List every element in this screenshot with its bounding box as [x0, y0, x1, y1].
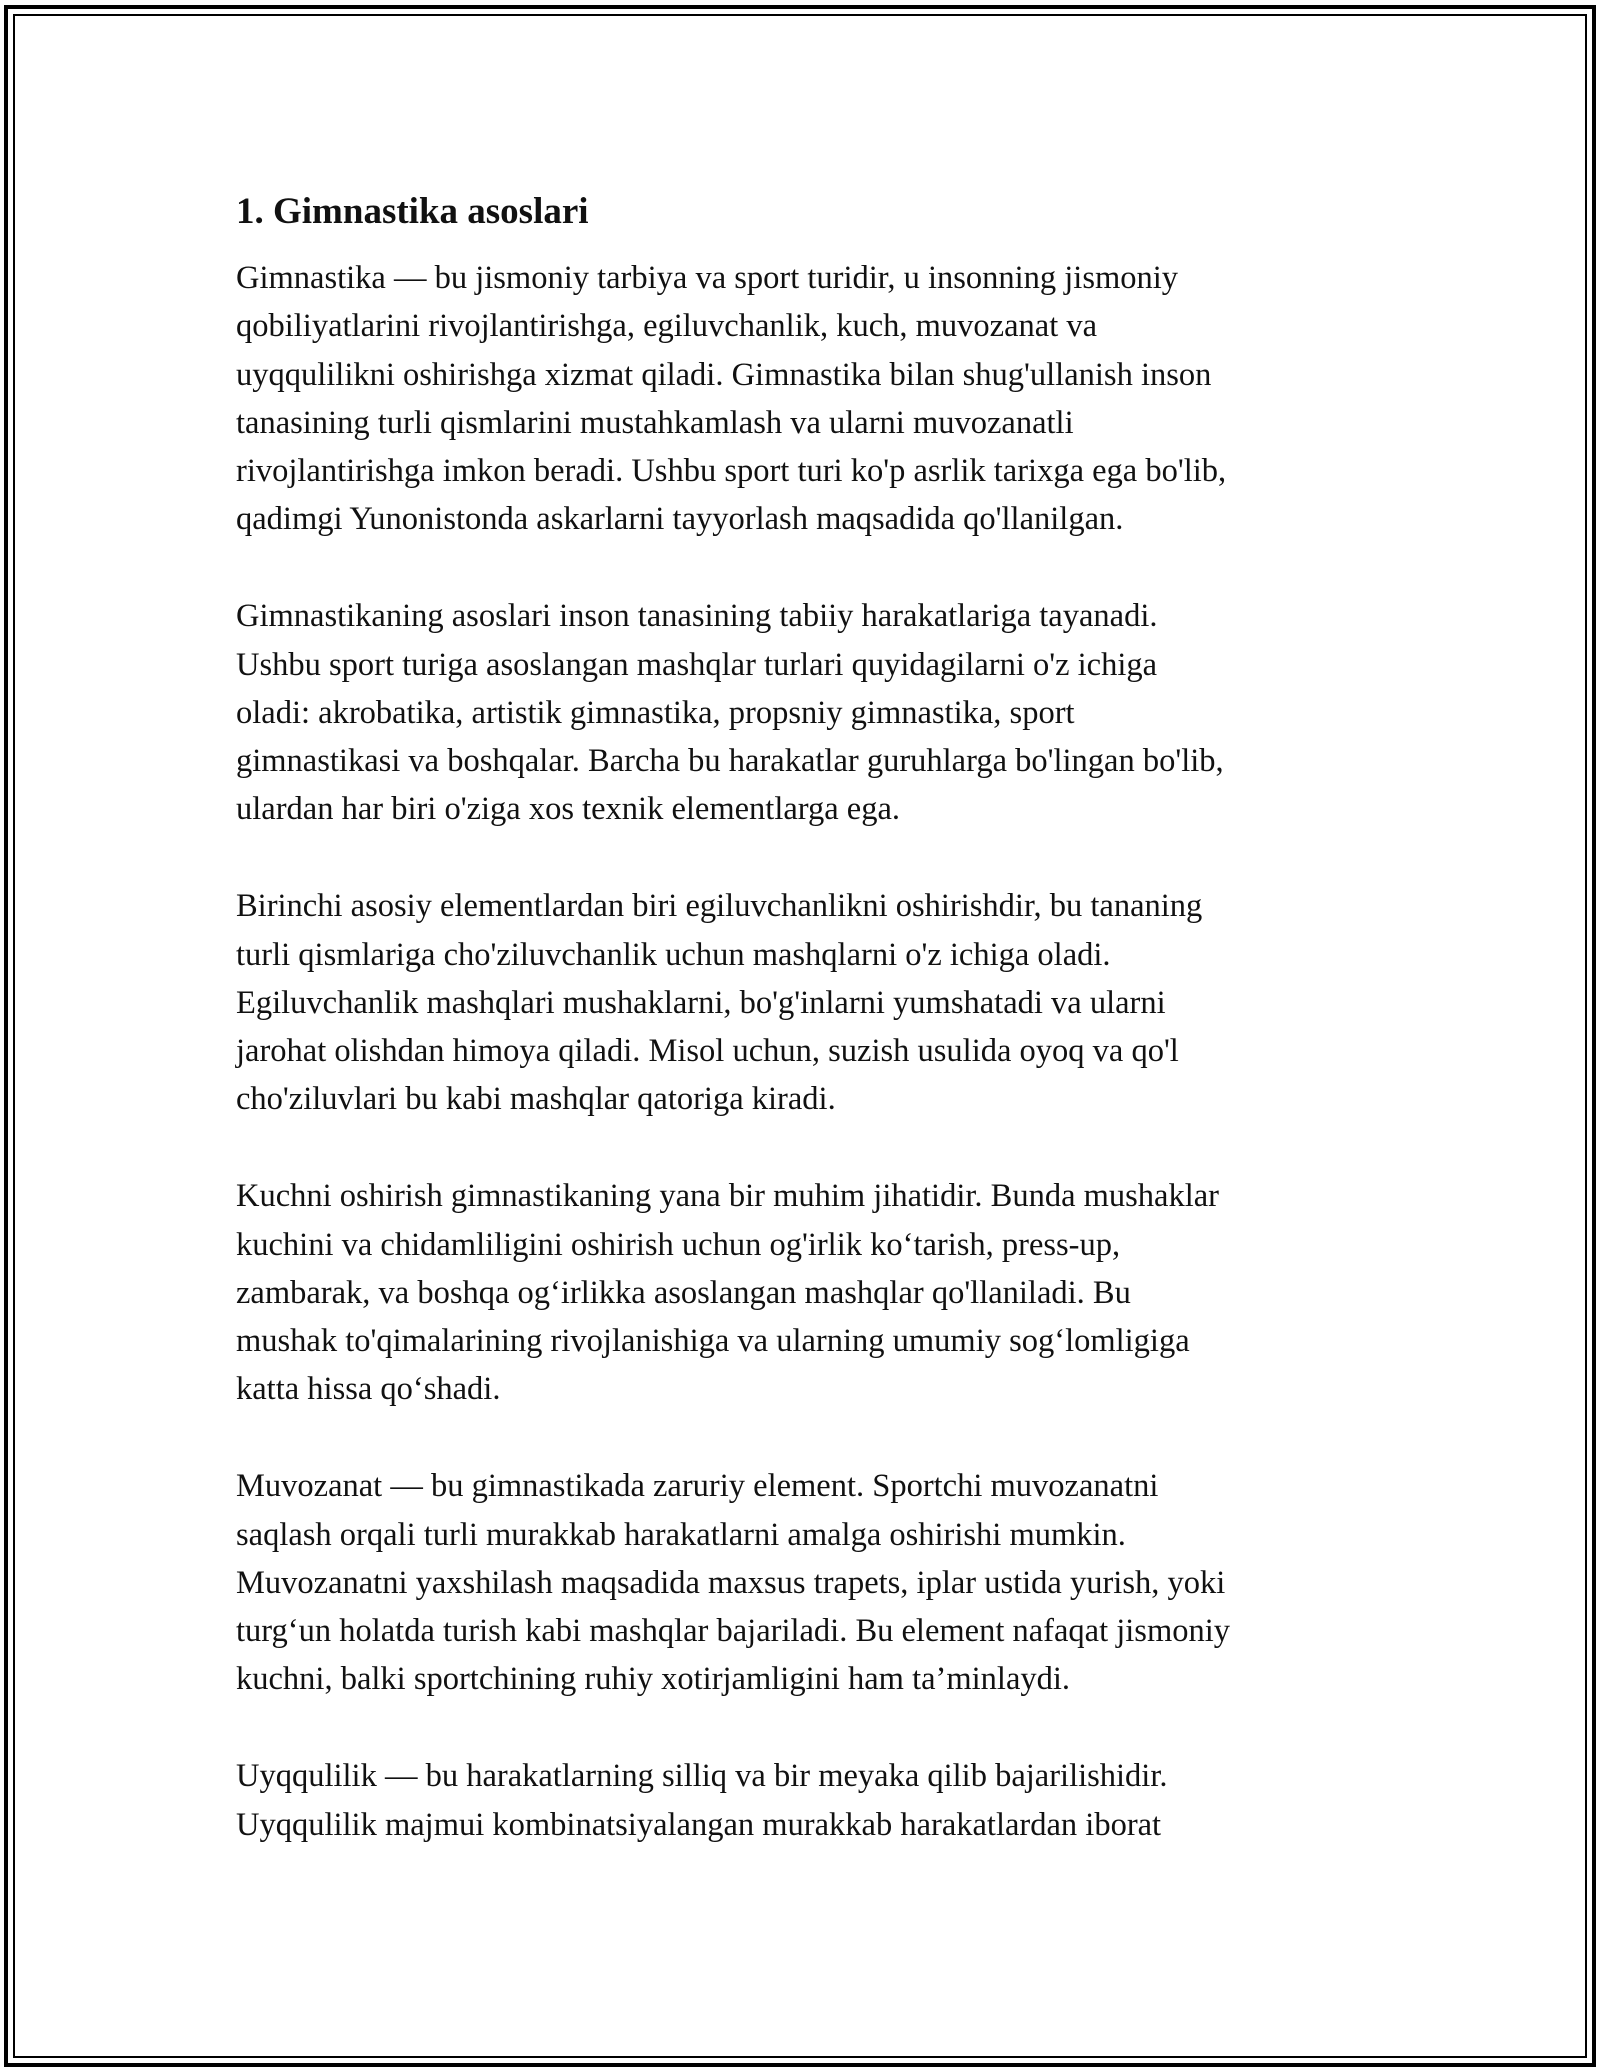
paragraph-intro: Gimnastika — bu jismoniy tarbiya va sport turidir, u insonning jismoniy qobiliyatlarini rivojlantirishga, egiluvchanlik, kuch, muvozanat va uyqqulilikni oshirishga xizmat qiladi. Gimnastika bilan shug'ullanish inson tanasining turli qismlarini mustahkamlash va ularni muvozanatli rivojlantirishga imkon beradi. Ushbu sport turi ko'p asrlik tarixga ega bo'lib, qadimgi Yunonistonda askarlarni tayyorlash maqsadida qo'llanilgan. — [236, 260, 1227, 538]
paragraph-foundations: Gimnastikaning asoslari inson tanasining tabiiy harakatlariga tayanadi. Ushbu sport turiga asoslangan mashqlar turlari quyidagilarni o'z ichiga oladi: akrobatika, artistik gimnastika, propsniy gimnastika, sport gimnastikasi va boshqalar. Barcha bu harakatlar guruhlarga bo'lingan bo'lib, ulardan har biri o'ziga xos texnik elementlarga ega. — [236, 598, 1224, 828]
paragraph-balance: Muvozanat — bu gimnastikada zaruriy element. Sportchi muvozanatni saqlash orqali turli murakkab harakatlarni amalga oshirishi mumkin. Muvozanatni yaxshilash maqsadida maxsus trapets, iplar ustida yurish, yoki turg‘un holatda turish kabi mashqlar bajariladi. Bu element nafaqat jismoniy kuchni, balki sportchining ruhiy xotirjamligini ham ta’minlaydi. — [236, 1468, 1231, 1698]
paragraph-coordination: Uyqqulilik — bu harakatlarning silliq va bir meyaka qilib bajarilishidir. Uyqqulilik majmui kombinatsiyalangan murakkab harakatlardan iborat — [236, 1758, 1168, 1843]
section-heading: 1. Gimnastika asoslari — [236, 191, 589, 232]
paragraph-flexibility: Birinchi asosiy elementlardan biri egiluvchanlikni oshirishdir, bu tananing turli qismlariga cho'ziluvchanlik uchun mashqlarni o'z ichiga oladi. Egiluvchanlik mashqlari mushaklarni, bo'g'inlarni yumshatadi va ularni jarohat olishdan himoya qiladi. Misol uchun, suzish usulida oyoq va qo'l cho'ziluvlari bu kabi mashqlar qatoriga kiradi. — [236, 888, 1203, 1118]
document-body — [236, 188, 1386, 1897]
paragraph-strength: Kuchni oshirish gimnastikaning yana bir muhim jihatidir. Bunda mushaklar kuchini va chidamliligini oshirish uchun og'irlik ko‘tarish, press-up, zambarak, va boshqa og‘irlikka asoslangan mashqlar qo'llaniladi. Bu mushak to'qimalarining rivojlanishiga va ularning umumiy sog‘lomligiga katta hissa qo‘shadi. — [236, 1178, 1219, 1408]
